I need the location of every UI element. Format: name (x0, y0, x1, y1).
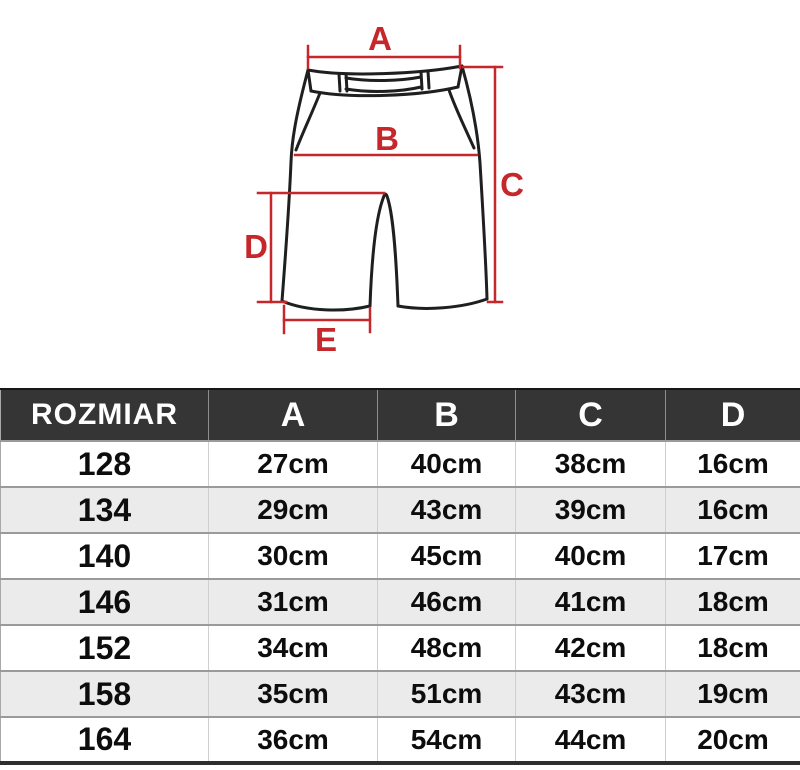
waistband-top-edge (308, 66, 462, 74)
column-header-rozmiar: ROZMIAR (1, 389, 209, 441)
measurement-a-cell: 29cm (209, 487, 378, 533)
measurement-d-cell: 17cm (666, 533, 800, 579)
column-header-b: B (378, 389, 516, 441)
belt-loop-left-b (346, 74, 347, 91)
column-header-a: A (209, 389, 378, 441)
measurement-a-cell: 34cm (209, 625, 378, 671)
size-cell: 140 (1, 533, 209, 579)
size-table-header (1, 389, 800, 441)
belt-top-edge (346, 77, 421, 81)
right-outer-seam (462, 66, 487, 299)
measurement-d-cell: 16cm (666, 487, 800, 533)
measurement-c-cell: 44cm (516, 717, 666, 763)
measurement-b-cell: 45cm (378, 533, 516, 579)
shorts-outline (282, 66, 487, 310)
size-cell: 146 (1, 579, 209, 625)
column-header-c: C (516, 389, 666, 441)
left-outer-seam (282, 70, 308, 301)
dimension-lines (258, 46, 502, 333)
measurement-b-cell: 54cm (378, 717, 516, 763)
size-cell: 134 (1, 487, 209, 533)
measurement-c-cell: 41cm (516, 579, 666, 625)
measurement-c-cell: 39cm (516, 487, 666, 533)
table-row-152 (1, 625, 800, 671)
measurement-d-cell: 19cm (666, 671, 800, 717)
dimension-label-e: E (314, 321, 338, 358)
table-row-164 (1, 717, 800, 763)
belt-loop-right-b (428, 71, 429, 88)
measurement-a-cell: 35cm (209, 671, 378, 717)
belt-loop-right-a (421, 72, 422, 89)
table-row-134 (1, 487, 800, 533)
size-cell: 158 (1, 671, 209, 717)
crotch-seam (370, 194, 398, 306)
measurement-d-cell: 20cm (666, 717, 800, 763)
belt-loop-left-a (339, 74, 340, 91)
column-header-d: D (666, 389, 800, 441)
table-row-140 (1, 533, 800, 579)
dimension-label-d: D (244, 228, 268, 265)
measurement-c-cell: 38cm (516, 441, 666, 487)
dimension-label-b: B (375, 120, 399, 157)
size-cell: 128 (1, 441, 209, 487)
measurement-b-cell: 51cm (378, 671, 516, 717)
left-leg-hem (282, 301, 370, 310)
size-table-body (1, 441, 800, 763)
dimension-label-a: A (368, 20, 392, 57)
measurement-a-cell: 31cm (209, 579, 378, 625)
measurement-c-cell: 43cm (516, 671, 666, 717)
measurement-d-cell: 18cm (666, 625, 800, 671)
measurement-d-cell: 16cm (666, 441, 800, 487)
measurement-a-cell: 27cm (209, 441, 378, 487)
table-row-158 (1, 671, 800, 717)
table-row-146 (1, 579, 800, 625)
measurement-b-cell: 40cm (378, 441, 516, 487)
measurement-b-cell: 43cm (378, 487, 516, 533)
measurement-c-cell: 42cm (516, 625, 666, 671)
table-row-128 (1, 441, 800, 487)
measurement-b-cell: 46cm (378, 579, 516, 625)
belt-bottom-edge (346, 87, 421, 91)
measurement-d-cell: 18cm (666, 579, 800, 625)
dimension-d (258, 193, 384, 302)
measurement-c-cell: 40cm (516, 533, 666, 579)
right-leg-hem (398, 299, 487, 308)
size-cell: 164 (1, 717, 209, 763)
measurement-a-cell: 36cm (209, 717, 378, 763)
size-cell: 152 (1, 625, 209, 671)
dimension-label-c: C (500, 166, 524, 203)
header-row (1, 389, 800, 441)
measurement-b-cell: 48cm (378, 625, 516, 671)
measurement-a-cell: 30cm (209, 533, 378, 579)
size-table (0, 388, 800, 765)
